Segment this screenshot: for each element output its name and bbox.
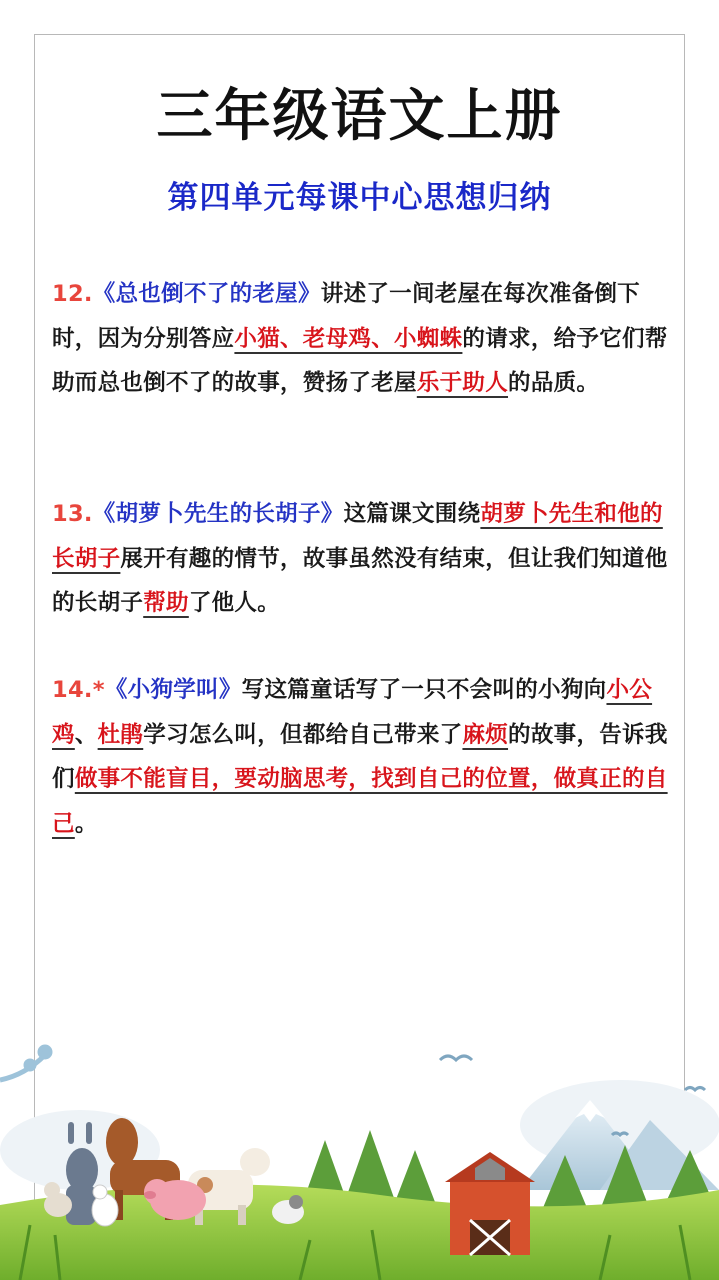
barn-icon <box>445 1152 535 1255</box>
lesson-star: * <box>92 677 105 703</box>
lesson-book-title: 《胡萝卜先生的长胡子》 <box>92 501 344 527</box>
lesson-14 <box>52 668 672 846</box>
page-subtitle: 第四单元每课中心思想归纳 <box>167 180 552 216</box>
lesson-text: 写这篇童话写了一只不会叫的小狗向 <box>241 677 607 703</box>
lesson-number: 13. <box>52 501 93 527</box>
lesson-highlight: 乐于助人 <box>416 370 509 396</box>
lesson-text: 。 <box>74 810 98 837</box>
lesson-text: 、 <box>74 721 98 748</box>
lesson-13 <box>52 492 672 626</box>
lesson-number: 14. <box>52 677 93 703</box>
lesson-highlight: 小公鸡 <box>52 677 653 748</box>
lesson-text: 展开有趣的情节，故事虽然没有结束，但让我们知道他的长胡子 <box>52 545 668 616</box>
lesson-text: 了他人。 <box>188 590 281 616</box>
lesson-text: 这篇课文围绕 <box>343 501 481 527</box>
lesson-book-title: 《总也倒不了的老屋》 <box>92 281 321 307</box>
lesson-highlight: 小猫、老母鸡、小蜘蛛 <box>234 325 463 352</box>
lesson-book-title: 《小狗学叫》 <box>104 677 242 703</box>
lesson-highlight: 麻烦 <box>462 721 509 748</box>
lesson-text: 的请求，给予它们帮助而总也倒不了的故事，赞扬了老屋 <box>52 325 668 396</box>
lesson-highlight: 做事不能盲目，要动脑思考，找到自己的位置，做真正的自己 <box>52 766 668 837</box>
lesson-number: 12. <box>52 281 93 307</box>
page-title: 三年级语文上册 <box>156 83 563 149</box>
lesson-text: 的故事，告诉我们 <box>52 721 668 792</box>
lesson-text: 的品质。 <box>508 370 600 396</box>
branch-icon <box>0 1047 50 1080</box>
lesson-text: 学习怎么叫，但都给自己带来了 <box>143 721 463 748</box>
farm-scene-illustration <box>0 1030 719 1280</box>
lesson-highlight: 帮助 <box>143 590 189 616</box>
lesson-highlight: 胡萝卜先生和他的长胡子 <box>52 501 663 572</box>
lesson-highlight: 杜鹃 <box>97 721 144 748</box>
lesson-text: 讲述了一间老屋在每次准备倒下时，因为分别答应 <box>52 281 640 352</box>
lesson-12 <box>52 272 672 406</box>
